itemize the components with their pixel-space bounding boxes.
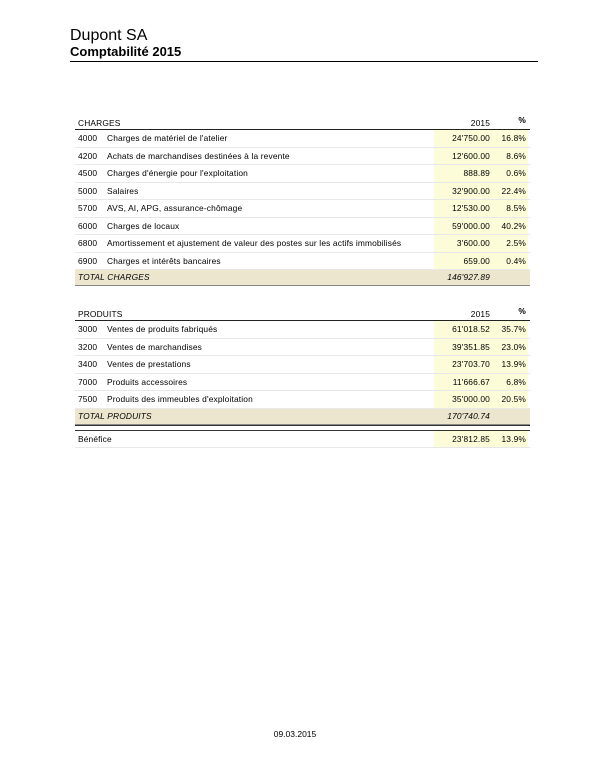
percent-cell: 0.4%	[492, 253, 528, 270]
benefice-row	[75, 431, 530, 449]
percent-cell: 22.4%	[492, 183, 528, 200]
produits-header	[75, 306, 530, 321]
account-label: Ventes de marchandises	[107, 341, 203, 352]
account-code: 5000	[78, 185, 98, 196]
table-row	[75, 253, 530, 271]
produits-rows	[75, 321, 530, 409]
account-label: Achats de marchandises destinées à la revente	[107, 150, 290, 161]
account-label: Charges de matériel de l'atelier	[107, 133, 228, 143]
percent-cell: 2.5%	[492, 235, 528, 252]
charges-section	[75, 115, 530, 286]
account-label: Charges d'énergie pour l'exploitation	[107, 168, 248, 178]
table-row	[75, 165, 530, 183]
amount-cell: 3'600.00	[434, 235, 492, 252]
account-label: Amortissement et ajustement de valeur des postes sur les actifs immobilisés	[107, 238, 402, 248]
produits-pct-header: %	[518, 306, 526, 316]
table-row	[75, 183, 530, 201]
account-label: Charges et intérêts bancaires	[107, 255, 221, 266]
percent-cell: 13.9%	[492, 356, 528, 373]
table-row	[75, 235, 530, 253]
table-row	[75, 374, 530, 392]
produits-section	[75, 306, 530, 448]
table-row	[75, 130, 530, 148]
account-code: 4200	[78, 150, 98, 161]
percent-cell: 8.6%	[492, 148, 528, 165]
amount-cell: 24'750.00	[434, 130, 492, 147]
account-label: Produits accessoires	[107, 376, 188, 387]
amount-cell: 59'000.00	[434, 218, 492, 235]
amount-cell: 32'900.00	[434, 183, 492, 200]
amount-cell: 61'018.52	[434, 321, 492, 338]
account-code: 5700	[78, 203, 98, 213]
charges-year: 2015	[470, 118, 490, 128]
produits-total-row	[75, 409, 530, 425]
produits-year: 2015	[470, 309, 490, 319]
account-label: Salaires	[107, 185, 139, 196]
produits-total-amount: 170'740.74	[447, 410, 490, 421]
account-code: 3200	[78, 341, 98, 352]
benefice-amount: 23'812.85	[434, 431, 492, 448]
table-row	[75, 339, 530, 357]
account-code: 4000	[78, 133, 98, 143]
account-label: Ventes de produits fabriqués	[107, 324, 218, 334]
percent-cell: 0.6%	[492, 165, 528, 182]
account-label: AVS, AI, APG, assurance-chômage	[107, 203, 243, 213]
charges-total-amount: 146'927.89	[447, 272, 490, 282]
account-code: 6900	[78, 255, 98, 266]
company-name: Dupont SA	[70, 27, 148, 44]
produits-total-label: TOTAL PRODUITS	[78, 410, 152, 421]
charges-header	[75, 115, 530, 130]
amount-cell: 23'703.70	[434, 356, 492, 373]
percent-cell: 8.5%	[492, 200, 528, 217]
produits-title: PRODUITS	[78, 309, 123, 319]
percent-cell: 40.2%	[492, 218, 528, 235]
account-label: Produits des immeubles d'exploitation	[107, 394, 253, 404]
amount-cell: 11'666.67	[434, 374, 492, 391]
amount-cell: 659.00	[434, 253, 492, 270]
amount-cell: 888.89	[434, 165, 492, 182]
account-code: 3000	[78, 324, 98, 334]
title-divider	[70, 61, 538, 62]
percent-cell: 20.5%	[492, 391, 528, 408]
percent-cell: 16.8%	[492, 130, 528, 147]
charges-rows	[75, 130, 530, 270]
table-row	[75, 356, 530, 374]
charges-pct-header: %	[518, 115, 526, 125]
charges-total-row	[75, 270, 530, 286]
account-code: 6000	[78, 220, 98, 231]
footer-date: 09.03.2015	[273, 729, 317, 739]
table-row	[75, 148, 530, 166]
account-code: 7500	[78, 394, 98, 404]
table-row	[75, 391, 530, 409]
account-label: Ventes de prestations	[107, 359, 191, 369]
benefice-pct: 13.9%	[492, 431, 528, 448]
account-code: 6800	[78, 238, 98, 248]
account-code: 3400	[78, 359, 98, 369]
amount-cell: 12'600.00	[434, 148, 492, 165]
table-row	[75, 200, 530, 218]
benefice-label: Bénéfice	[78, 433, 112, 444]
percent-cell: 6.8%	[492, 374, 528, 391]
table-row	[75, 321, 530, 339]
account-label: Charges de locaux	[107, 220, 180, 231]
amount-cell: 39'351.85	[434, 339, 492, 356]
charges-total-label: TOTAL CHARGES	[78, 272, 150, 282]
charges-title: CHARGES	[78, 118, 121, 128]
percent-cell: 35.7%	[492, 321, 528, 338]
account-code: 4500	[78, 168, 98, 178]
table-row	[75, 218, 530, 236]
report-subtitle: Comptabilité 2015	[70, 44, 182, 59]
amount-cell: 35'000.00	[434, 391, 492, 408]
account-code: 7000	[78, 376, 98, 387]
percent-cell: 23.0%	[492, 339, 528, 356]
amount-cell: 12'530.00	[434, 200, 492, 217]
